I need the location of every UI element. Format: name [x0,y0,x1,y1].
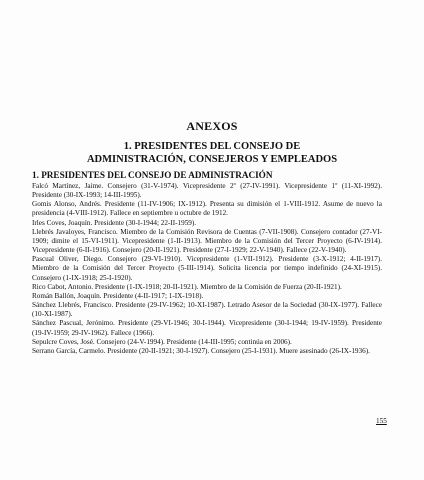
entry-item: Serrano García, Carmelo. Presidente (20-II-1921; 30-I-1927). Consejero (25-I-1931). Muere asesinado (26-IX-1936). [32,346,370,355]
entry-item: Falcó Martínez, Jaime. Consejero (31-V-1974). Vicepresidente 2º (27-IV-1991). Vicepresidente 1º (11-XI-1992). Presidente (30-IX-1993; 14-III-1995). [32,182,382,200]
entry-item: Sepulcre Coves, José. Consejero (24-V-1994). Presidente (14-III-1995; continúa en 2006). [32,337,292,346]
entry-item: Rico Cabot, Antonio. Presidente (1-IX-1918; 20-II-1921). Miembro de la Comisión de Fuerza (20-II-1921). [32,282,342,291]
page-heading: ANEXOS [186,119,238,133]
section-title-line-2: ADMINISTRACIÓN, CONSEJEROS Y EMPLEADOS [86,154,338,165]
entry-item: Román Ballón, Joaquín. Presidente (4-II-1917; 1-IX-1918). [32,291,204,300]
section-title-line-1: 1. PRESIDENTES DEL CONSEJO DE [123,141,301,152]
entry-item: Gomis Alonso, Andrés. Presidente (11-IV-1906; IX-1912). Presenta su dimisión el 1-VIII-1912. Asume de nuevo la presidencia (4-VIII-1912). Fallece en septiembre u octubre de 1912. [32,200,382,218]
entry-item: Sánchez Llebrés, Francisco. Presidente (29-IV-1962; 10-XI-1987). Letrado Asesor de la Sociedad (30-IX-1977). Fallece (10-XI-1987). [32,301,382,319]
entry-item: Llebrés Javaloyes, Francisco. Miembro de la Comisión Revisora de Cuentas (7-VII-1908). Consejero contador (27-VI-1909; dimite el 15-VI-1911). Vicepresidente (1-II-1913). Miembro de la Comisión del Tercer Proyecto (6-IV-1914). Vicepresidente (6-II-1916). Consejero (20-II-1921). Presidente (27-I-1929; 22-V-1940). Fallece (22-V-1940). [32,227,382,255]
section-title [0,140,424,166]
entry-item: Pascual Oliver, Diego. Consejero (29-VI-1910). Vicepresidente (1-VII-1912). Presidente (3-X-1912; 4-II-1917). Miembro de la Comisión del Tercer Proyecto (5-III-1914). Solicita licencia por tiempo indefinido (24-XI-1915). Consejero (1-IX-1918; 25-I-1920). [32,255,382,282]
entry-list [32,182,382,356]
page-number: 155 [376,417,387,425]
entry-item: Irles Coves, Joaquín. Presidente (30-I-1944; 22-II-1959). [32,218,197,227]
subsection-title: 1. PRESIDENTES DEL CONSEJO DE ADMINISTRACIÓN [32,170,273,180]
entry-item: Sánchez Pascual, Jerónimo. Presidente (29-VI-1946; 30-I-1944). Vicepresidente (30-I-1944; 19-IV-1959). Presidente (19-IV-1959; 29-IV-1962). Fallece (1966). [32,319,382,337]
